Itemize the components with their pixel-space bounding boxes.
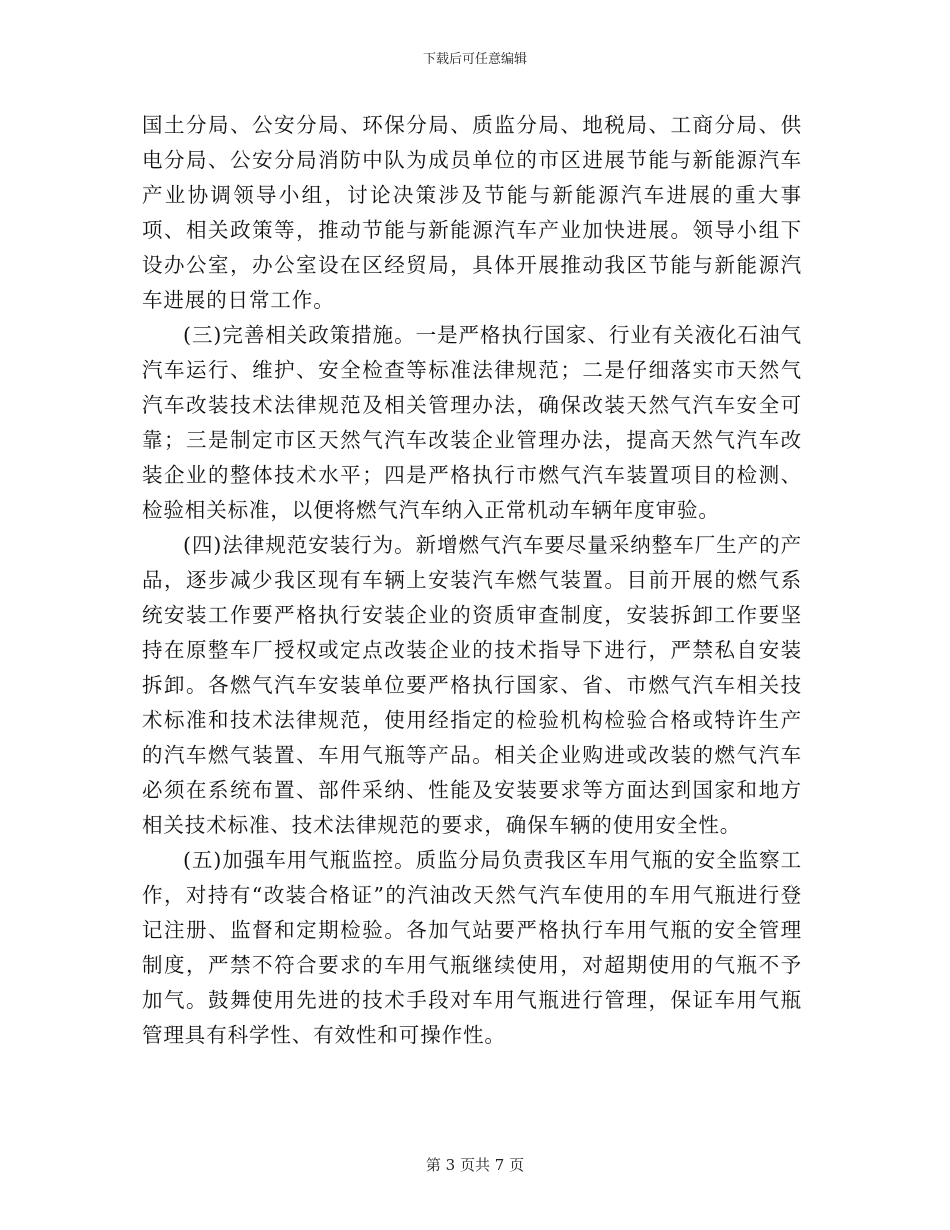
paragraph-section-4: (四)法律规范安装行为。新增燃气汽车要尽量采纳整车厂生产的产品，逐步减少我区现有车辆上安装汽车燃气装置。目前开展的燃气系统安装工作要严格执行安装企业的资质审查制度，安装拆卸工作要坚持在原整车厂授权或定点改装企业的技术指导下进行，严禁私自安装拆卸。各燃气汽车安装单位要严格执行国家、省、市燃气汽车相关技术标准和技术法律规范，使用经指定的检验机构检验合格或特许生产的汽车燃气装置、车用气瓶等产品。相关企业购进或改装的燃气汽车必须在系统布置、部件采纳、性能及安装要求等方面达到国家和地方相关技术标准、技术法律规范的要求，确保车辆的使用安全性。 [142, 533, 802, 837]
document-body [142, 108, 802, 1053]
page-number: 第 3 页共 7 页 [425, 1156, 525, 1174]
page-header: 下载后可任意编辑 [422, 52, 527, 67]
paragraph-continued: 国土分局、公安分局、环保分局、质监分局、地税局、工商分局、供电分局、公安分局消防中队为成员单位的市区进展节能与新能源汽车产业协调领导小组，讨论决策涉及节能与新能源汽车进展的重大事项、相关政策等，推动节能与新能源汽车产业加快进展。领导小组下设办公室，办公室设在区经贸局，具体开展推动我区节能与新能源汽车进展的日常工作。 [142, 113, 802, 312]
paragraph-section-5: (五)加强车用气瓶监控。质监分局负责我区车用气瓶的安全监察工作，对持有“改装合格证”的汽油改天然气汽车使用的车用气瓶进行登记注册、监督和定期检验。各加气站要严格执行车用气瓶的安全管理制度，严禁不符合要求的车用气瓶继续使用，对超期使用的气瓶不予加气。鼓舞使用先进的技术手段对车用气瓶进行管理，保证车用气瓶管理具有科学性、有效性和可操作性。 [142, 848, 802, 1047]
paragraph-section-3: (三)完善相关政策措施。一是严格执行国家、行业有关液化石油气汽车运行、维护、安全检查等标准法律规范；二是仔细落实市天然气汽车改装技术法律规范及相关管理办法，确保改装天然气汽车安全可靠；三是制定市区天然气汽车改装企业管理办法，提高天然气汽车改装企业的整体技术水平；四是严格执行市燃气汽车装置项目的检测、检验相关标准，以便将燃气汽车纳入正常机动车辆年度审验。 [142, 323, 802, 522]
